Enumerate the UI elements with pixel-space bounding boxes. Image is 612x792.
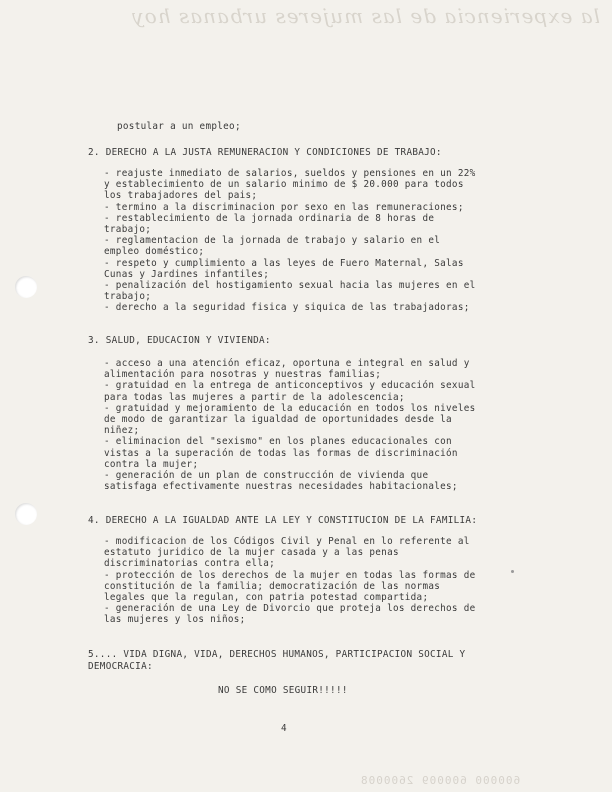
bullet-line: - modificacion de los Códigos Civil y Penal en lo referente al [104,536,470,547]
bullet-line: vistas a la superación de todas las formas de discriminación [104,447,458,459]
bullet-line: - derecho a la seguridad fisica y siquica de las trabajadoras; [104,302,470,314]
bullet-line: - generación de un plan de construcción de vivienda que [104,470,429,481]
bullet-line: trabajo; [104,291,152,303]
bullet-line: los trabajadores del pais; [104,190,258,202]
bullet-line: - acceso a una atención eficaz, oportuna e integral en salud y [104,358,470,369]
section-5-line-1: 5.... VIDA DIGNA, VIDA, DERECHOS HUMANOS, PARTICIPACION SOCIAL Y [88,649,466,660]
bullet-line: para todas las mujeres a partir de la adolescencia; [104,391,405,403]
section-5-line-2: DEMOCRACIA: [88,661,153,672]
page-number: 4 [281,723,287,734]
punch-hole-bottom [15,503,37,525]
bullet-line: y establecimiento de un salario minimo de $ 20.000 para todos [104,179,464,191]
bullet-line: - respeto y cumplimiento a las leyes de Fuero Maternal, Salas [104,257,464,269]
bullet-line: niñez; [104,425,140,437]
bullet-line: - termino a la discriminacion por sexo en las remuneraciones; [104,201,464,213]
bullet-line: de modo de garantizar la igualdad de oportunidades desde la [104,414,452,425]
bleed-through-stamp: 600000 600009 2600008 [360,774,521,787]
section-heading: 4. DERECHO A LA IGUALDAD ANTE LA LEY Y CONSTITUCION DE LA FAMILIA: [88,515,478,526]
bullet-line: - eliminacion del "sexismo" en los planes educacionales con [104,436,452,448]
bullet-line: satisfaga efectivamente nuestras necesidades habitacionales; [104,481,458,493]
bullet-line: contra la mujer; [104,458,199,470]
bullet-line: legales que la regulan, con patria potestad compartida; [104,592,429,603]
bullet-line: - reajuste inmediato de salarios, sueldos y pensiones en un 22% [104,168,476,179]
bleed-through-handwriting: la experiencia de las mujeres urbanas hoy [131,4,600,28]
section-heading: 2. DERECHO A LA JUSTA REMUNERACION Y CONDICIONES DE TRABAJO: [88,147,442,158]
bullet-line: - penalización del hostigamiento sexual hacia las mujeres en el [104,280,476,291]
paper-speck [511,570,514,573]
bullet-line: - protección de los derechos de la mujer en todas las formas de [104,569,476,581]
bullet-line: - generación de una Ley de Divorcio que proteja los derechos de [104,603,476,615]
bullet-line: - gratuidad en la entrega de anticonceptivos y educación sexual [104,380,476,392]
section-heading: 3. SALUD, EDUCACION Y VIVIENDA: [88,335,271,346]
bullet-line: - reglamentacion de la jornada de trabajo y salario en el [104,235,441,247]
bullet-line: las mujeres y los niños; [104,614,246,626]
bullet-line: empleo doméstico; [104,246,205,258]
bullet-line: - restablecimiento de la jornada ordinaria de 8 horas de [104,212,435,224]
punch-hole-top [15,276,37,298]
intro-line: postular a un empleo; [117,121,241,132]
bullet-line: trabajo; [104,224,152,235]
bullet-line: alimentación para nosotras y nuestras familias; [104,369,382,381]
bullet-line: discriminatorias contra ella; [104,558,276,570]
bullet-line: estatuto juridico de la mujer casada y a las penas [104,547,399,559]
bullet-line: Cunas y Jardines infantiles; [104,268,270,280]
bullet-line: constitución de la familia; democratización de las normas [104,580,441,592]
bullet-line: - gratuidad y mejoramiento de la educación en todos los niveles [104,402,476,414]
closing-note: NO SE COMO SEGUIR!!!!! [218,685,348,696]
